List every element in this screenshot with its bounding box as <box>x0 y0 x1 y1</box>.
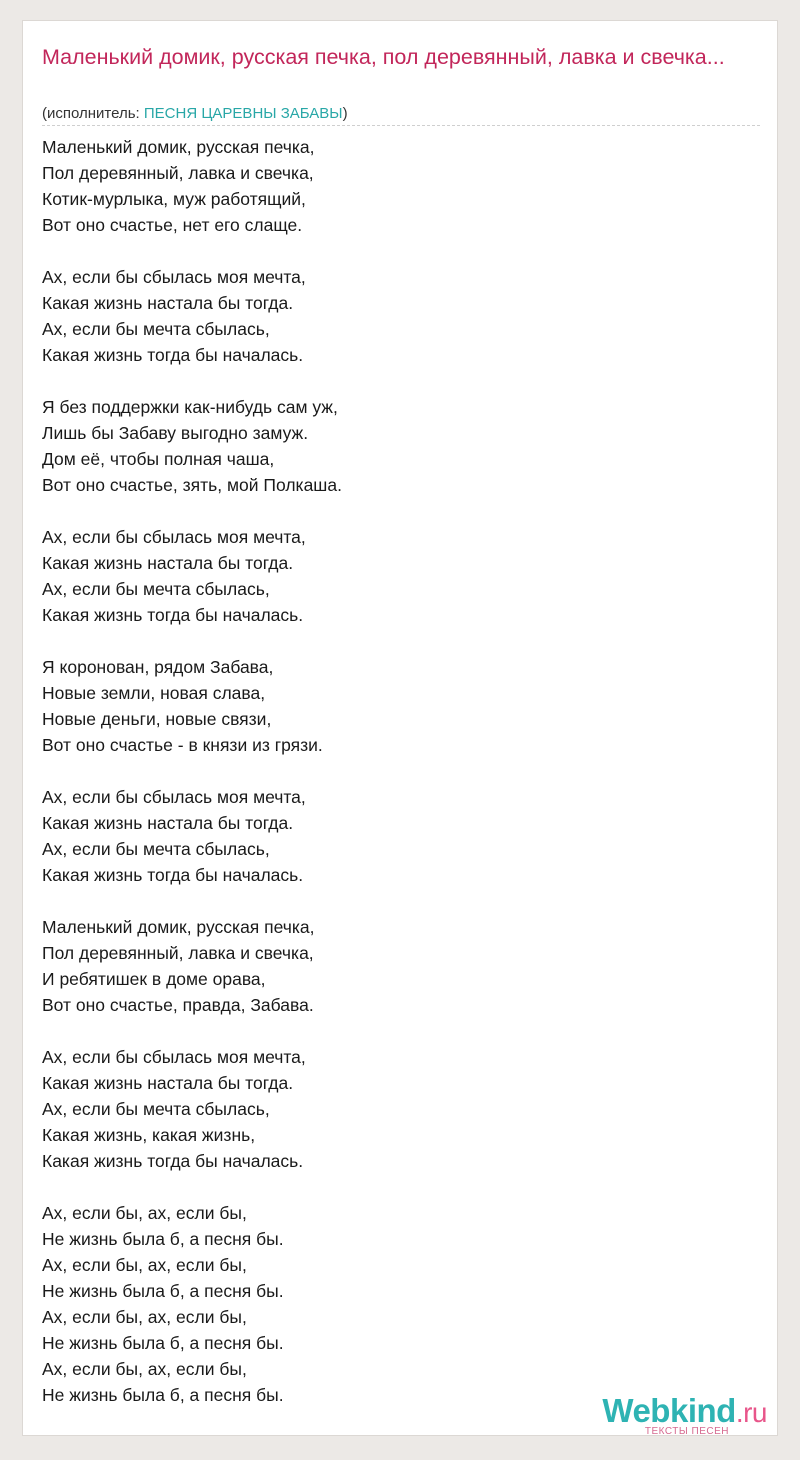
lyric-line: Новые земли, новая слава, <box>42 683 266 703</box>
webkind-logo <box>602 1393 767 1437</box>
lyric-line: Какая жизнь настала бы тогда. <box>42 813 294 833</box>
lyric-line: Не жизнь была б, а песня бы. <box>42 1333 284 1353</box>
stanza <box>42 654 742 758</box>
lyric-line: Маленький домик, русская печка, <box>42 137 315 157</box>
artist-link[interactable]: ПЕСНЯ ЦАРЕВНЫ ЗАБАВЫ <box>143 105 343 122</box>
divider <box>42 125 760 126</box>
lyric-line: Я коронован, рядом Забава, <box>42 657 274 677</box>
lyric-line: Не жизнь была б, а песня бы. <box>42 1385 284 1405</box>
logo-tld: .ru <box>735 1397 767 1428</box>
lyric-line: Ах, если бы мечта сбылась, <box>42 319 270 339</box>
lyric-line: Ах, если бы, ах, если бы, <box>42 1307 247 1327</box>
lyric-line: Лишь бы Забаву выгодно замуж. <box>42 423 309 443</box>
lyric-line: Вот оно счастье - в князи из грязи. <box>42 735 323 755</box>
lyric-line: Ах, если бы сбылась моя мечта, <box>42 787 306 807</box>
lyric-line: Ах, если бы, ах, если бы, <box>42 1255 247 1275</box>
logo-tagline: ТЕКСТЫ ПЕСЕН <box>644 1426 729 1437</box>
lyric-line: Я без поддержки как-нибудь сам уж, <box>42 397 338 417</box>
stanza <box>42 1200 742 1408</box>
artist-prefix: (исполнитель: <box>42 105 144 122</box>
lyric-line: Какая жизнь настала бы тогда. <box>42 1073 294 1093</box>
lyrics-body <box>42 134 742 1434</box>
lyric-line: Какая жизнь, какая жизнь, <box>42 1125 256 1145</box>
lyric-line: Ах, если бы, ах, если бы, <box>42 1203 247 1223</box>
lyric-line: Ах, если бы сбылась моя мечта, <box>42 1047 306 1067</box>
lyric-line: Пол деревянный, лавка и свечка, <box>42 163 314 183</box>
stanza <box>42 264 742 368</box>
lyric-line: Какая жизнь настала бы тогда. <box>42 293 294 313</box>
lyric-line: Какая жизнь тогда бы началась. <box>42 865 304 885</box>
lyric-line: Вот оно счастье, зять, мой Полкаша. <box>42 475 342 495</box>
lyric-line: И ребятишек в доме орава, <box>42 969 266 989</box>
artist-suffix: ) <box>342 105 348 122</box>
lyric-line: Ах, если бы, ах, если бы, <box>42 1359 247 1379</box>
logo-brand: Webkind <box>602 1392 736 1429</box>
lyric-line: Не жизнь была б, а песня бы. <box>42 1229 284 1249</box>
stanza <box>42 394 742 498</box>
lyric-line: Какая жизнь тогда бы началась. <box>42 605 304 625</box>
lyric-line: Какая жизнь тогда бы началась. <box>42 1151 304 1171</box>
lyric-line: Какая жизнь настала бы тогда. <box>42 553 294 573</box>
lyric-line: Вот оно счастье, правда, Забава. <box>42 995 314 1015</box>
lyric-line: Маленький домик, русская печка, <box>42 917 315 937</box>
song-title: Маленький домик, русская печка, пол деревянный, лавка и свечка... <box>42 45 725 69</box>
lyric-line: Ах, если бы мечта сбылась, <box>42 839 270 859</box>
lyric-line: Ах, если бы сбылась моя мечта, <box>42 527 306 547</box>
stanza <box>42 134 742 238</box>
lyrics-page <box>22 20 778 1436</box>
artist-line <box>42 105 348 123</box>
lyric-line: Ах, если бы мечта сбылась, <box>42 1099 270 1119</box>
lyric-line: Вот оно счастье, нет его слаще. <box>42 215 303 235</box>
lyric-line: Не жизнь была б, а песня бы. <box>42 1281 284 1301</box>
lyric-line: Ах, если бы сбылась моя мечта, <box>42 267 306 287</box>
lyric-line: Дом её, чтобы полная чаша, <box>42 449 275 469</box>
stanza <box>42 914 742 1018</box>
lyric-line: Какая жизнь тогда бы началась. <box>42 345 304 365</box>
lyric-line: Ах, если бы мечта сбылась, <box>42 579 270 599</box>
lyric-line: Пол деревянный, лавка и свечка, <box>42 943 314 963</box>
lyric-line: Котик-мурлыка, муж работящий, <box>42 189 306 209</box>
stanza <box>42 524 742 628</box>
stanza <box>42 1044 742 1174</box>
stanza <box>42 784 742 888</box>
lyric-line: Новые деньги, новые связи, <box>42 709 272 729</box>
